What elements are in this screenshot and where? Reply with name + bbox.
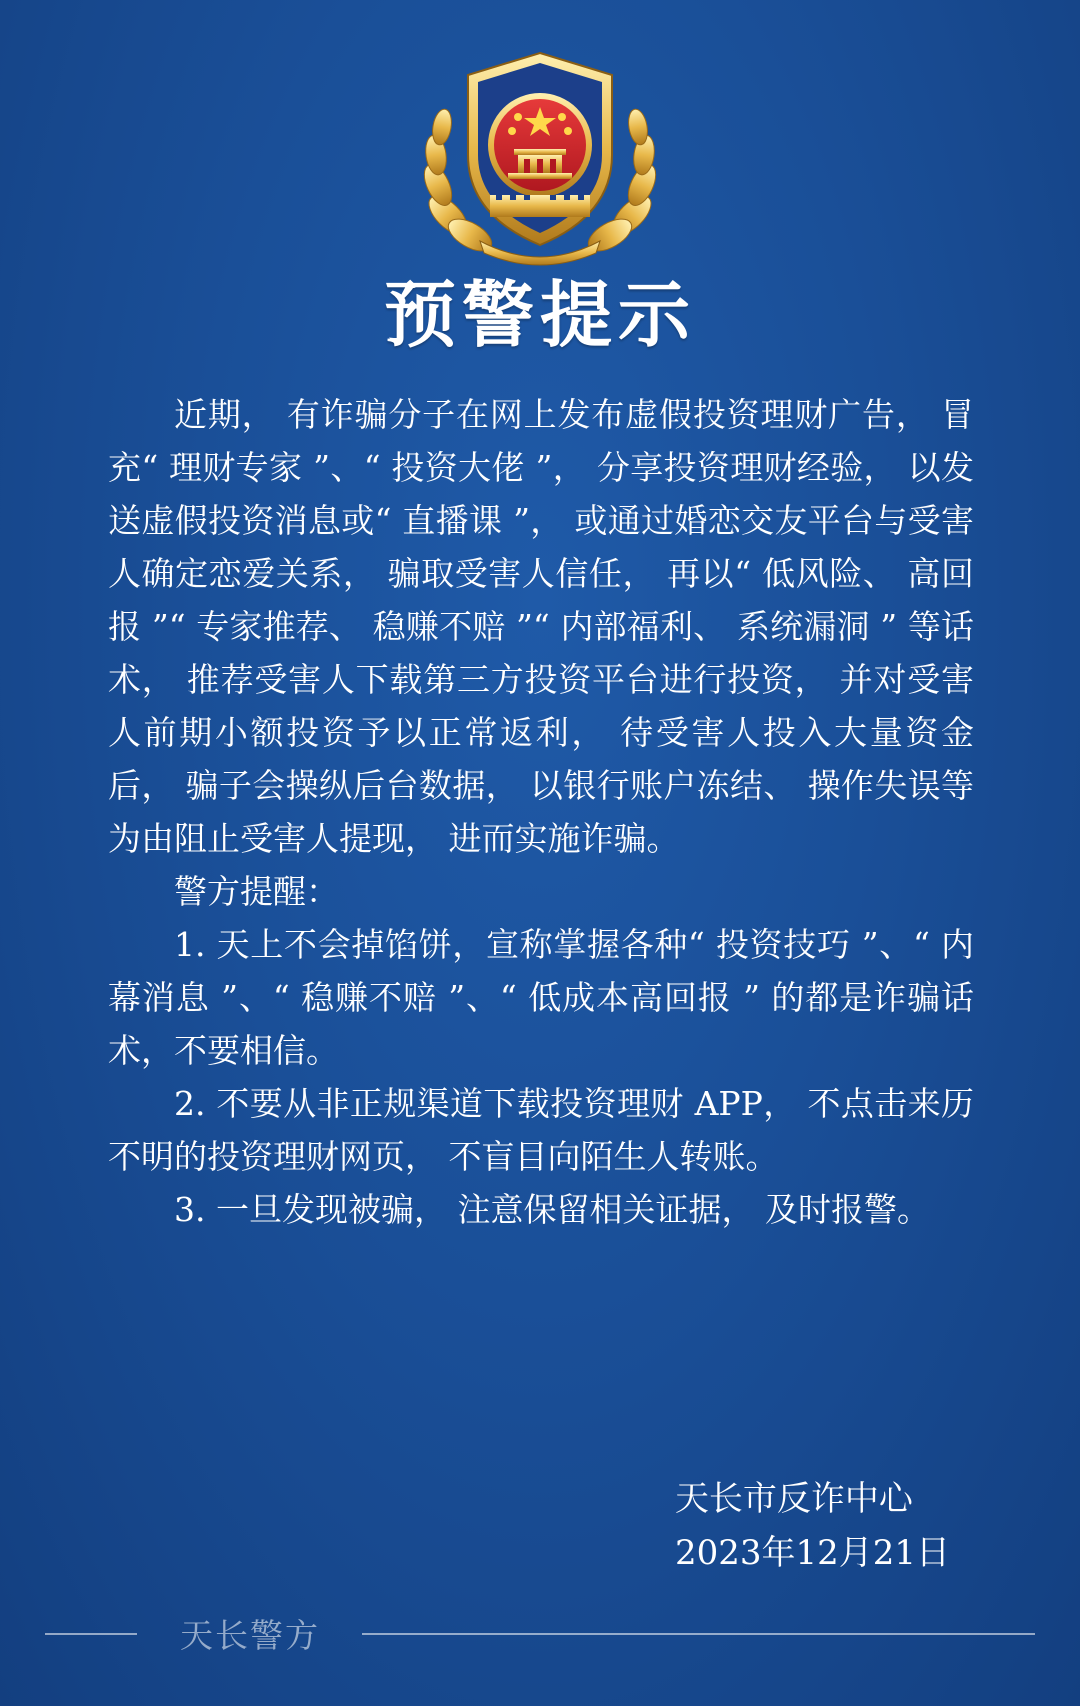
footer-brand: 天长警方 (180, 1616, 320, 1655)
signature-block (675, 1472, 950, 1580)
signature-org: 天长市反诈中心 (674, 1479, 913, 1519)
notice-title: 预警提示 (383, 272, 696, 357)
tip-item-3: 3. 一旦发现被骗， 注意保留相关证据， 及时报警。 (174, 1190, 930, 1229)
body-paragraph: 近期， 有诈骗分子在网上发布虚假投资理财广告， 冒充“ 理财专家 ”、“ 投资大佬 ”， 分享投资理财经验， 以发送虚假投资消息或“ 直播课 ”， 或通过婚恋交友平台与受害人确定恋爱关系， 骗取受害人信任， 再以“ 低风险、 高回报 ”“ 专家推荐、 稳赚不赔 ”“ 内部福利、 系统漏洞 ” 等话术， 推荐受害人下载第三方投资平台进行投资， 并对受害人前期小额投资予以正常返利， 待受害人投入大量资金后， 骗子会操纵后台数据， 以银行账户冻结、 操作失误等为由阻止受害人提现， 进而实施诈骗。 (108, 395, 974, 858)
tip-item-1: 1. 天上不会掉馅饼，宣称掌握各种“ 投资技巧 ”、“ 内幕消息 ”、“ 稳赚不赔 ”、“ 低成本高回报 ” 的都是诈骗话术，不要相信。 (108, 925, 974, 1070)
signature-date: 2023年12月21日 (674, 1533, 950, 1573)
notice-body (108, 388, 974, 1236)
reminder-heading: 警方提醒： (174, 872, 339, 911)
footer (0, 1600, 1080, 1660)
footer-divider-left (45, 1633, 137, 1635)
footer-divider-right (362, 1633, 1035, 1635)
tip-item-2: 2. 不要从非正规渠道下载投资理财 APP， 不点击来历不明的投资理财网页， 不盲目向陌生人转账。 (108, 1084, 974, 1176)
police-badge-icon (420, 45, 660, 270)
